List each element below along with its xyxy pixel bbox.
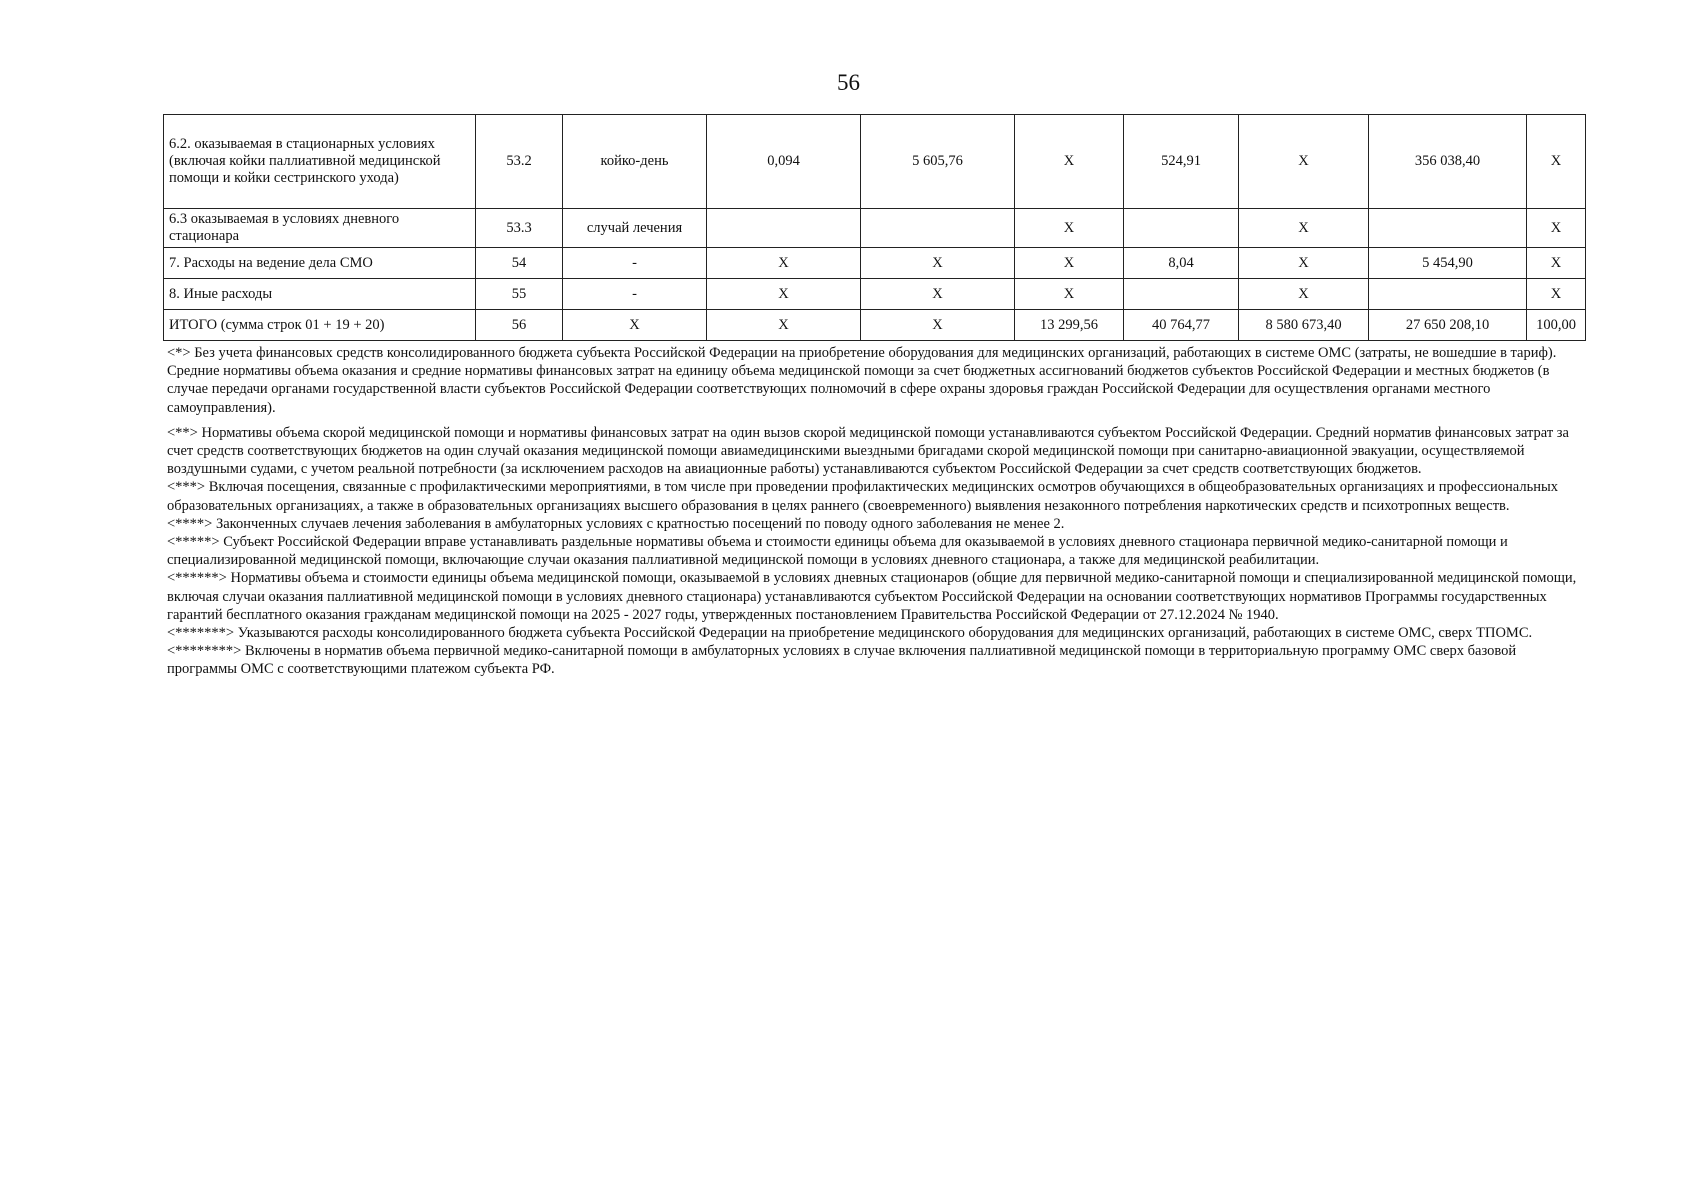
value-cell: X <box>1239 248 1369 279</box>
value-cell: 5 605,76 <box>861 115 1015 209</box>
value-cell: 524,91 <box>1124 115 1239 209</box>
value-cell: 356 038,40 <box>1369 115 1527 209</box>
row-name-cell: 6.3 оказываемая в условиях дневного стационара <box>164 209 476 248</box>
value-cell: 8 580 673,40 <box>1239 310 1369 341</box>
value-cell: X <box>1527 209 1586 248</box>
footnotes <box>167 344 1587 679</box>
table-row <box>164 248 1586 279</box>
table-row <box>164 209 1586 248</box>
value-cell: X <box>861 310 1015 341</box>
value-cell: 5 454,90 <box>1369 248 1527 279</box>
value-cell: X <box>861 248 1015 279</box>
row-name-cell: ИТОГО (сумма строк 01 + 19 + 20) <box>164 310 476 341</box>
footnote: <********> Включены в норматив объема первичной медико-санитарной помощи в амбулаторных условиях в случае включения паллиативной медицинской помощи в территориальную программу ОМС сверх базовой программы ОМС с соответствующими платежом субъекта РФ. <box>167 643 1517 678</box>
value-cell: X <box>1015 248 1124 279</box>
row-name-cell: 8. Иные расходы <box>164 279 476 310</box>
value-cell: X <box>1239 115 1369 209</box>
value-cell: 8,04 <box>1124 248 1239 279</box>
expenses-table <box>163 114 1586 341</box>
value-cell <box>707 209 861 248</box>
row-number-cell: 54 <box>476 248 563 279</box>
table-row <box>164 115 1586 209</box>
unit-cell: X <box>563 310 707 341</box>
expenses-table-wrapper <box>163 114 1585 341</box>
value-cell: 27 650 208,10 <box>1369 310 1527 341</box>
value-cell: X <box>1527 115 1586 209</box>
value-cell: X <box>1015 279 1124 310</box>
footnote: <***> Включая посещения, связанные с профилактическими мероприятиями, в том числе при проведении профилактических медицинских осмотров обучающихся в общеобразовательных организациях и профессиональных образовательных организациях, а также в образовательных организациях высшего образования в целях раннего (своевременного) выявления незаконного потребления наркотических средств и психотропных веществ. <box>167 479 1558 514</box>
value-cell: X <box>861 279 1015 310</box>
value-cell: X <box>1527 248 1586 279</box>
value-cell: 0,094 <box>707 115 861 209</box>
unit-cell: - <box>563 248 707 279</box>
footnote: <*******> Указываются расходы консолидированного бюджета субъекта Российской Федерации на приобретение медицинского оборудования для медицинских организаций, работающих в системе ОМС, сверх ТПОМС. <box>167 625 1533 642</box>
row-number-cell: 53.3 <box>476 209 563 248</box>
value-cell: 100,00 <box>1527 310 1586 341</box>
footnote: <**> Нормативы объема скорой медицинской помощи и нормативы финансовых затрат на один вызов скорой медицинской помощи устанавливаются субъектом Российской Федерации. Средний норматив финансовых затрат за счет средств соответствующих бюджетов на один случай оказания медицинской помощи авиамедицинскими выездными бригадами скорой медицинской помощи при санитарно-авиационной эвакуации, осуществляемой воздушными судами, с учетом реальной потребности (за исключением расходов на авиационные работы) устанавливаются субъектом Российской Федерации за счет средств соответствующих бюджетов. <box>167 424 1569 478</box>
table-row-total <box>164 310 1586 341</box>
row-number-cell: 56 <box>476 310 563 341</box>
row-number-cell: 55 <box>476 279 563 310</box>
unit-cell: - <box>563 279 707 310</box>
page-number: 56 <box>837 70 860 95</box>
value-cell: X <box>707 248 861 279</box>
value-cell: X <box>1527 279 1586 310</box>
value-cell: X <box>707 310 861 341</box>
row-number-cell: 53.2 <box>476 115 563 209</box>
footnote: <*> Без учета финансовых средств консолидированного бюджета субъекта Российской Федерации на приобретение оборудования для медицинских организаций, работающих в системе ОМС (затраты, не вошедшие в тариф). Средние нормативы объема оказания и средние нормативы финансовых затрат на единицу объема медицинской помощи за счет бюджетных ассигнований бюджетов субъектов Российской Федерации и местных бюджетов (в случае передачи органами государственной власти субъектов Российской Федерации соответствующих полномочий в сфере охраны здоровья граждан Российской Федерации для осуществления органами местного самоуправления). <box>167 345 1557 416</box>
value-cell: X <box>707 279 861 310</box>
row-name-cell: 7. Расходы на ведение дела СМО <box>164 248 476 279</box>
value-cell: X <box>1239 209 1369 248</box>
unit-cell: койко-день <box>563 115 707 209</box>
row-name-cell: 6.2. оказываемая в стационарных условиях (включая койки паллиативной медицинской помощи и койки сестринского ухода) <box>164 115 476 209</box>
value-cell: 13 299,56 <box>1015 310 1124 341</box>
value-cell <box>861 209 1015 248</box>
value-cell <box>1369 209 1527 248</box>
value-cell: X <box>1015 115 1124 209</box>
value-cell <box>1369 279 1527 310</box>
value-cell: X <box>1015 209 1124 248</box>
footnote: <*****> Субъект Российской Федерации вправе устанавливать раздельные нормативы объема и стоимости единицы объема для оказываемой в условиях дневного стационара первичной медико-санитарной помощи и специализированной медицинской помощи, включающие случаи оказания паллиативной медицинской помощи в условиях дневного стационара, а также для медицинской реабилитации. <box>167 534 1508 569</box>
value-cell: X <box>1239 279 1369 310</box>
value-cell: 40 764,77 <box>1124 310 1239 341</box>
table-row <box>164 279 1586 310</box>
footnote: <****> Законченных случаев лечения заболевания в амбулаторных условиях с кратностью посещений по поводу одного заболевания не менее 2. <box>167 515 1065 532</box>
footnote: <******> Нормативы объема и стоимости единицы объема медицинской помощи, оказываемой в условиях дневных стационаров (общие для первичной медико-санитарной помощи и специализированной медицинской помощи, включая случаи оказания паллиативной медицинской помощи в условиях дневного стационара) устанавливаются субъектом Российской Федерации на основании соответствующих нормативов Программы государственных гарантий бесплатного оказания гражданам медицинской помощи на 2025 - 2027 годы, утвержденных постановлением Правительства Российской Федерации от 27.12.2024 № 1940. <box>167 570 1577 623</box>
unit-cell: случай лечения <box>563 209 707 248</box>
value-cell <box>1124 209 1239 248</box>
value-cell <box>1124 279 1239 310</box>
